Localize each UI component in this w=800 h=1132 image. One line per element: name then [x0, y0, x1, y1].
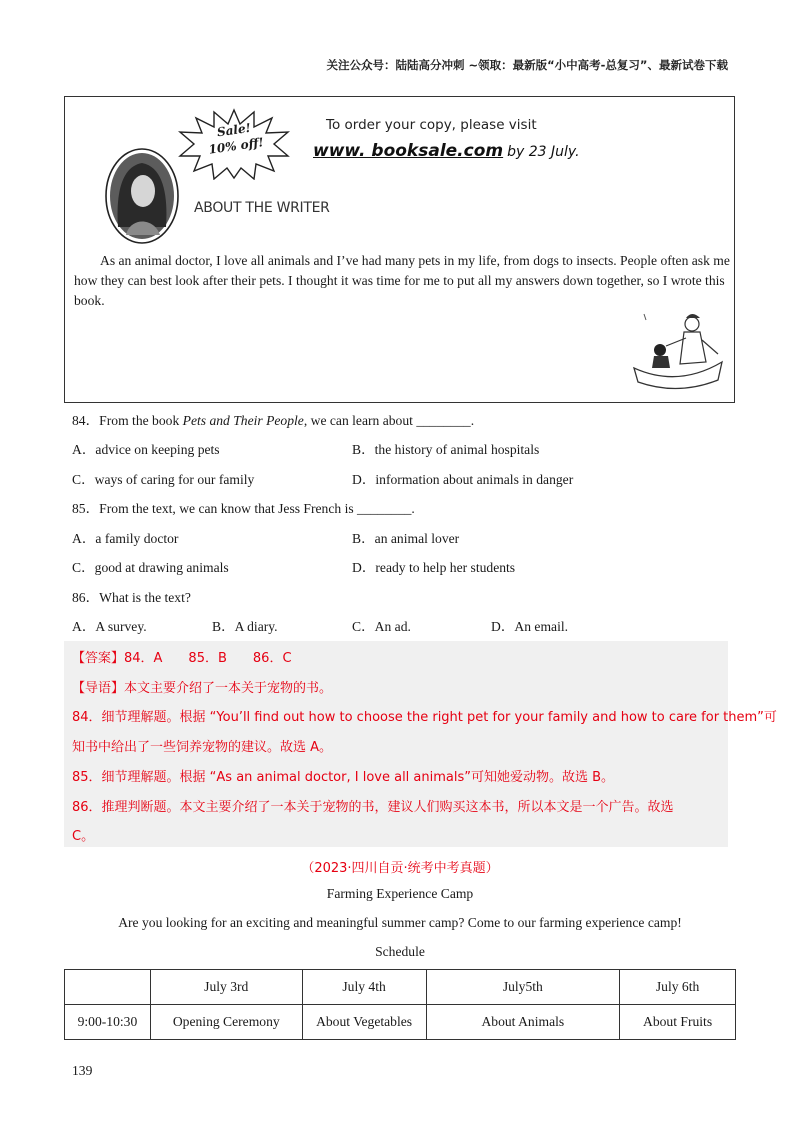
question-84-stem: 84．From the book Pets and Their People, we can learn about ________.: [72, 413, 475, 428]
schedule-table: [64, 969, 736, 1040]
table-cell: 9:00-10:30: [65, 1005, 151, 1040]
answer-key: 【答案】84．A 85．B 86．C: [72, 651, 292, 666]
schedule-label: Schedule: [375, 944, 425, 959]
writer-portrait-icon: [104, 147, 180, 245]
sale-line-1: Sale!: [216, 120, 252, 140]
order-deadline: by 23 July.: [507, 144, 580, 160]
table-header-cell: July 6th: [620, 970, 736, 1005]
q84-option-b[interactable]: B．the history of animal hospitals: [352, 442, 540, 457]
table-header-cell: [65, 970, 151, 1005]
boat-illustration-icon: [630, 310, 725, 395]
book-title: Pets and Their People: [182, 413, 304, 428]
q84-option-d[interactable]: D．information about animals in danger: [352, 472, 574, 487]
table-cell: About Fruits: [620, 1005, 736, 1040]
q86-option-d[interactable]: D．An email.: [491, 619, 569, 634]
order-instruction: To order your copy, please visit: [326, 117, 537, 133]
explanation-84-line2: 知书中给出了一些饲养宠物的建议。故选 A。: [72, 740, 333, 755]
table-cell: About Vegetables: [302, 1005, 426, 1040]
q85-option-a[interactable]: A．a family doctor: [72, 531, 179, 546]
q84-option-c[interactable]: C．ways of caring for our family: [72, 472, 255, 487]
explanation-84-line1: 84．细节理解题。根据 “You’ll find out how to choose the right pet for your family and how to care for them”可: [72, 710, 777, 725]
about-writer-heading: ABOUT THE WRITER: [194, 200, 330, 216]
table-header-cell: July5th: [426, 970, 620, 1005]
explanation-85: 85．细节理解题。根据 “As an animal doctor, I love all animals”可知她爱动物。故选 B。: [72, 770, 615, 785]
website-link[interactable]: www. booksale.com: [313, 141, 504, 161]
q86-option-c[interactable]: C．An ad.: [352, 619, 411, 634]
passage-intro: Are you looking for an exciting and meaningful summer camp? Come to our farming experience camp!: [118, 915, 682, 930]
q86-option-b[interactable]: B．A diary.: [212, 619, 278, 634]
order-url-line: [313, 141, 580, 161]
writer-paragraph: As an animal doctor, I love all animals and I’ve had many pets in my life, from dogs to insects. People often ask me how they can best look after their pets. I thought it was time for me to put all my answers down together, so I wrote this book.: [74, 253, 730, 308]
question-85-stem: 85．From the text, we can know that Jess French is ________.: [72, 501, 415, 516]
passage-source: （2023·四川自贡·统考中考真题）: [301, 861, 499, 876]
q85-option-d[interactable]: D．ready to help her students: [352, 560, 516, 575]
page-header: 关注公众号：陆陆高分冲刺 ~领取：最新版“小中高考-总复习”、最新试卷下载: [326, 58, 728, 72]
q85-option-c[interactable]: C．good at drawing animals: [72, 560, 229, 575]
table-cell: About Animals: [426, 1005, 620, 1040]
explanation-86-line1: 86．推理判断题。本文主要介绍了一本关于宠物的书，建议人们购买这本书，所以本文是一个广告。故选: [72, 800, 674, 815]
page-number: 139: [72, 1063, 93, 1078]
q85-option-b[interactable]: B．an animal lover: [352, 531, 460, 546]
q84-option-a[interactable]: A．advice on keeping pets: [72, 442, 220, 457]
table-header-cell: July 4th: [302, 970, 426, 1005]
q86-option-a[interactable]: A．A survey.: [72, 619, 147, 634]
table-row: [65, 1005, 736, 1040]
question-86-stem: 86．What is the text?: [72, 590, 191, 605]
sale-line-2: 10% off!: [207, 135, 265, 157]
table-header-cell: July 3rd: [150, 970, 302, 1005]
table-header-row: [65, 970, 736, 1005]
passage-title: Farming Experience Camp: [326, 886, 474, 901]
table-cell: Opening Ceremony: [150, 1005, 302, 1040]
explanation-86-line2: C。: [72, 829, 95, 844]
passage-guide: 【导语】本文主要介绍了一本关于宠物的书。: [72, 681, 333, 696]
